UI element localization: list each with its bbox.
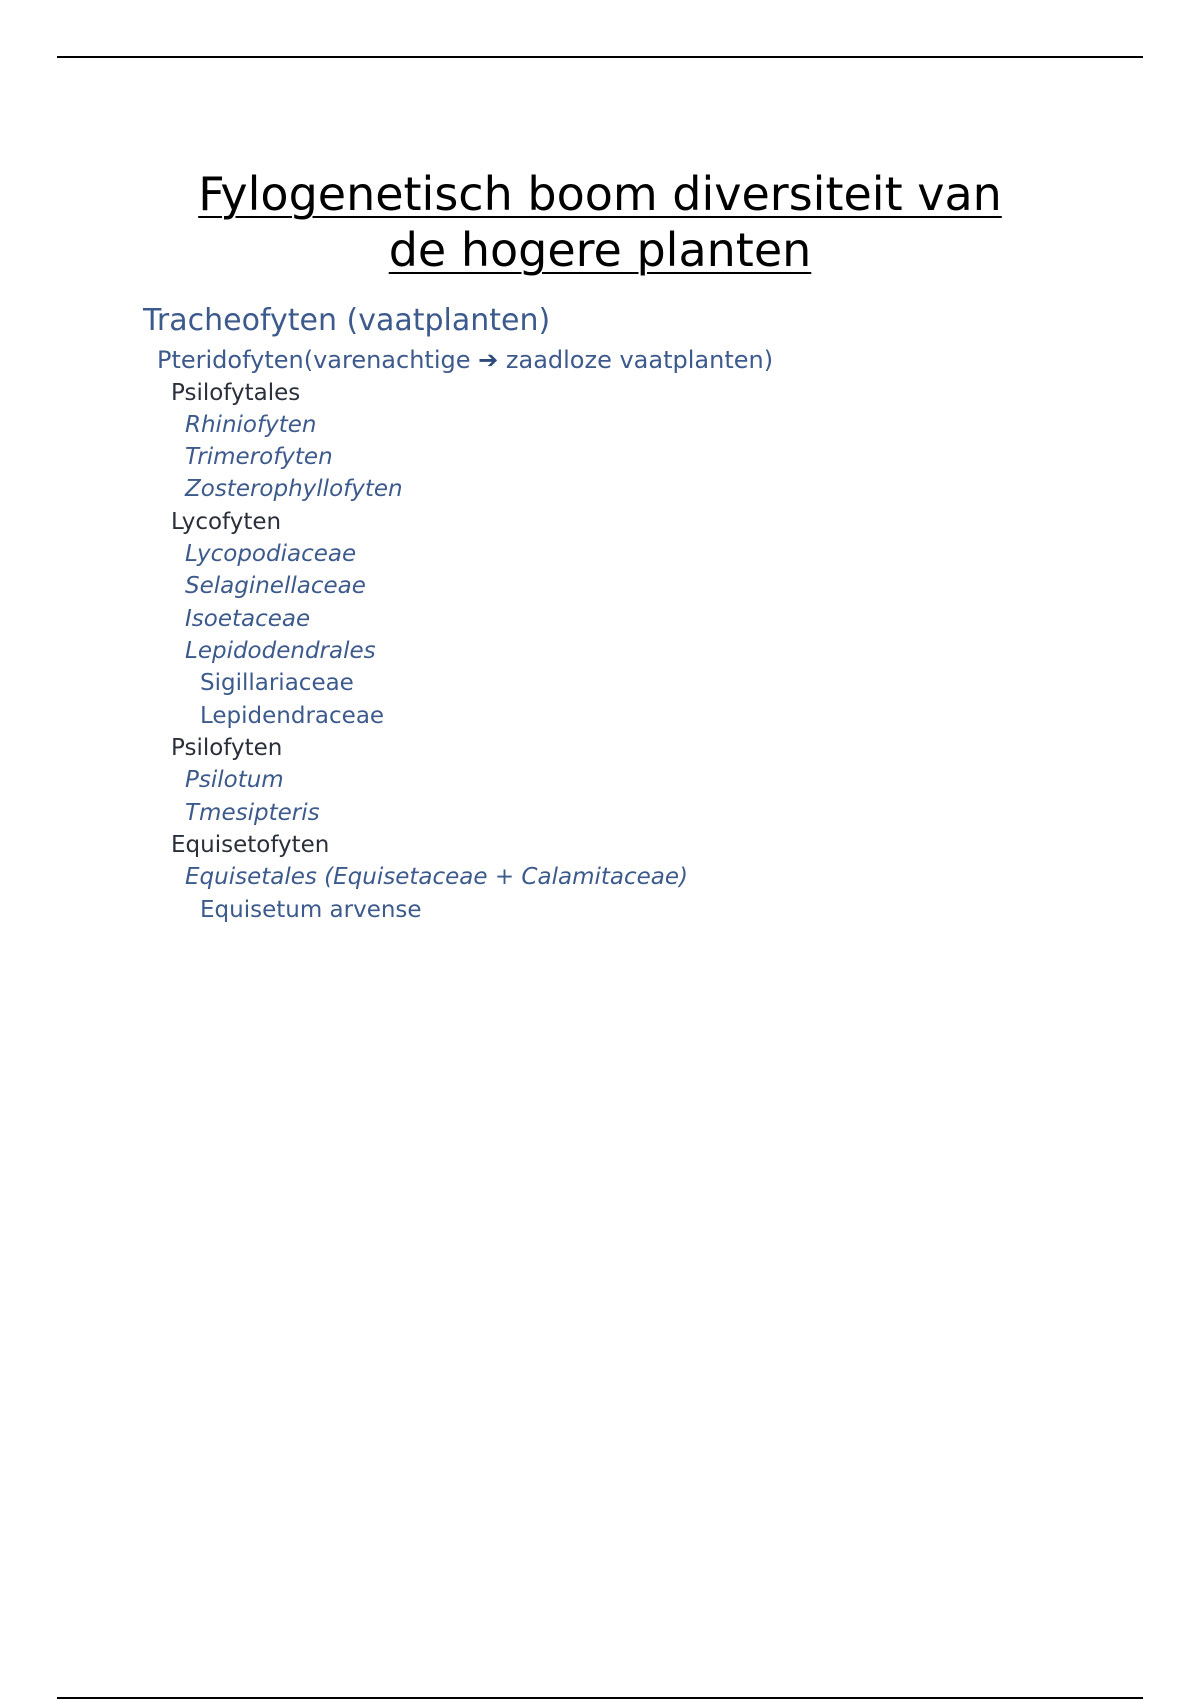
pteridofyten-label: Pteridofyten(varenachtige — [157, 346, 471, 374]
outline-item-equisetales: Equisetales (Equisetaceae + Calamitaceae) — [185, 864, 688, 890]
title-line-1: Fylogenetisch boom diversiteit van — [198, 167, 1002, 221]
header-rule — [57, 56, 1143, 58]
outline-item-selaginellaceae: Selaginellaceae — [185, 573, 366, 599]
outline-item-lycofyten: Lycofyten — [171, 509, 282, 535]
pteridofyten-description: zaadloze vaatplanten) — [505, 346, 774, 374]
outline-item-zosterophyllofyten: Zosterophyllofyten — [185, 476, 403, 502]
outline-item-trimerofyten: Trimerofyten — [185, 444, 333, 470]
outline-item-psilofyten: Psilofyten — [171, 735, 283, 761]
outline-item-isoetaceae: Isoetaceae — [185, 606, 311, 632]
outline-level2-pteridofyten — [157, 346, 773, 374]
outline-item-psilofytales: Psilofytales — [171, 380, 301, 406]
outline-item-equisetum-arvense: Equisetum arvense — [200, 897, 422, 923]
title-line-2: de hogere planten — [388, 223, 812, 277]
outline-item-equisetofyten: Equisetofyten — [171, 832, 330, 858]
outline-level1-tracheofyten: Tracheofyten (vaatplanten) — [143, 303, 551, 338]
outline-item-lepidodendrales: Lepidodendrales — [185, 638, 376, 664]
outline-item-lepidendraceae: Lepidendraceae — [200, 703, 385, 729]
outline-item-sigillariaceae: Sigillariaceae — [200, 670, 354, 696]
outline-item-rhiniofyten: Rhiniofyten — [185, 412, 317, 438]
outline-item-tmesipteris: Tmesipteris — [185, 800, 320, 826]
page-title — [100, 166, 1100, 278]
outline-item-lycopodiaceae: Lycopodiaceae — [185, 541, 357, 567]
footer-rule — [57, 1697, 1143, 1699]
outline-item-psilotum: Psilotum — [185, 767, 284, 793]
right-arrow-icon: ➔ — [478, 346, 499, 374]
